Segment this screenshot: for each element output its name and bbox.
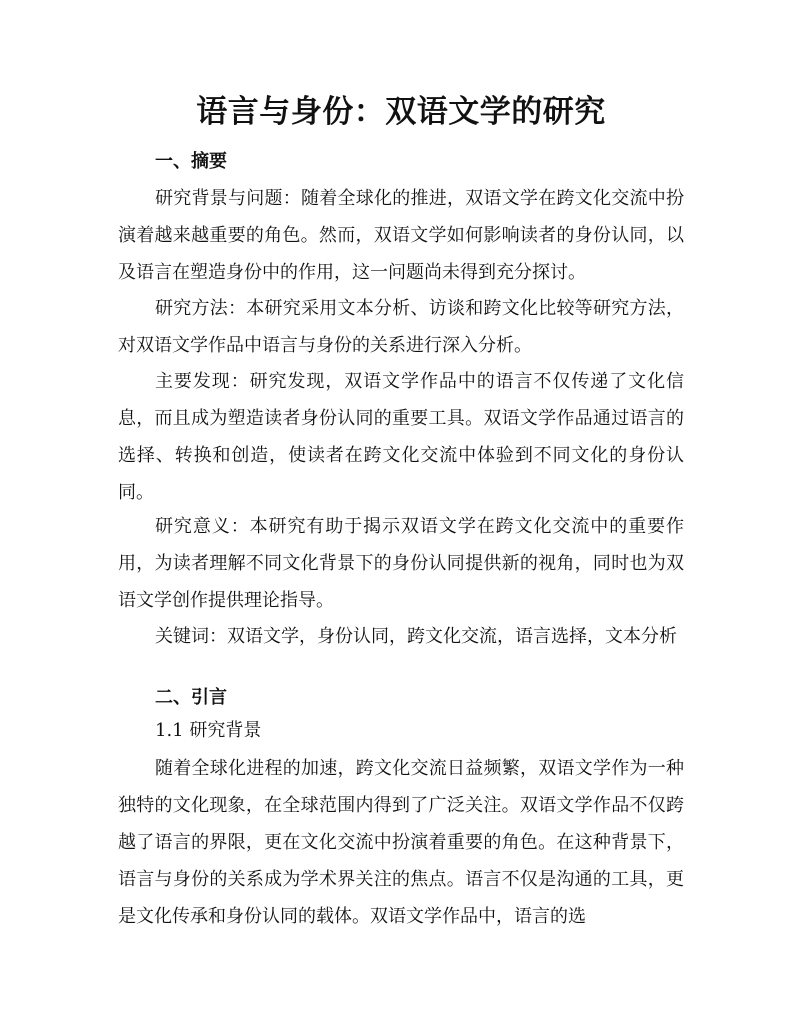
abstract-paragraph-findings: 主要发现：研究发现，双语文学作品中的语言不仅传递了文化信息，而且成为塑造读者身份认同的重要工具。双语文学作品通过语言的选择、转换和创造，使读者在跨文化交流中体验到不同文化的身份认同。 [118,371,684,503]
abstract-paragraph-method: 研究方法：本研究采用文本分析、访谈和跨文化比较等研究方法，对双语文学作品中语言与身份的关系进行深入分析。 [118,298,684,356]
abstract-paragraph-background: 研究背景与问题：随着全球化的推进，双语文学在跨文化交流中扮演着越来越重要的角色。然而，双语文学如何影响读者的身份认同，以及语言在塑造身份中的作用，这一问题尚未得到充分探讨。 [118,188,684,283]
section-heading-abstract: 一、摘要 [155,151,227,172]
introduction-paragraph: 随着全球化进程的加速，跨文化交流日益频繁，双语文学作为一种独特的文化现象，在全球范围内得到了广泛关注。双语文学作品不仅跨越了语言的界限，更在文化交流中扮演着重要的角色。在这种背景下，语言与身份的关系成为学术界关注的焦点。语言不仅是沟通的工具，更是文化传承和身份认同的载体。双语文学作品中，语言的选 [118,758,684,927]
abstract-keywords: 关键词：双语文学，身份认同，跨文化交流，语言选择，文本分析 [155,626,677,647]
section-heading-introduction: 二、引言 [155,687,227,708]
document-page [118,0,684,1035]
subsection-heading-background: 1.1 研究背景 [155,720,262,741]
abstract-paragraph-significance: 研究意义：本研究有助于揭示双语文学在跨文化交流中的重要作用，为读者理解不同文化背景下的身份认同提供新的视角，同时也为双语文学创作提供理论指导。 [118,516,684,611]
page-title: 语言与身份：双语文学的研究 [196,94,606,130]
